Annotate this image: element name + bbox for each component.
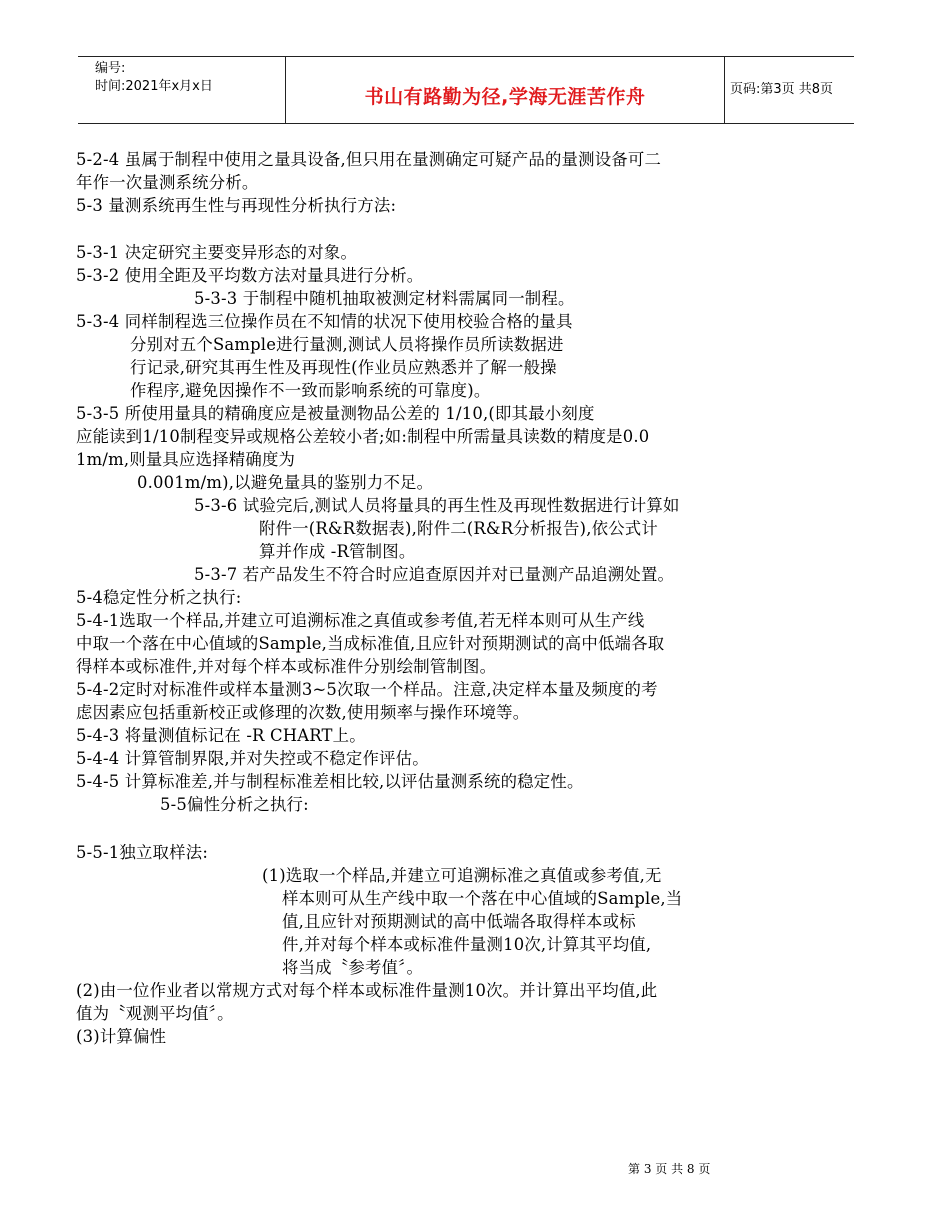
header-left-cell xyxy=(78,57,284,123)
text-line: 算并作成 -R管制图。 xyxy=(259,542,416,561)
text-line: 5-3-5 所使用量具的精确度应是被量测物品公差的 1/10,(即其最小刻度 xyxy=(76,404,595,423)
header-page-cell xyxy=(724,57,854,123)
text-line: 年作一次量测系统分析。 xyxy=(76,173,259,192)
text-line: 5-3 量测系统再生性与再现性分析执行方法: xyxy=(76,196,397,215)
page-info: 页码:第3页 共8页 xyxy=(730,82,834,97)
text-line: 5-4-1选取一个样品,并建立可追溯标准之真值或参考值,若无样本则可从生产线 xyxy=(76,611,645,630)
text-line: 得样本或标准件,并对每个样本或标准件分别绘制管制图。 xyxy=(76,657,497,676)
text-line: 应能读到1/10制程变异或规格公差较小者;如:制程中所需量具读数的精度是0.0 xyxy=(76,427,650,446)
text-line: 5-4-2定时对标准件或样本量测3~5次取一个样品。注意,决定样本量及频度的考 xyxy=(76,680,658,699)
header-motto-cell xyxy=(285,57,725,123)
page-footer: 第 3 页 共 8 页 xyxy=(628,1162,711,1176)
text-line: 值,且应针对预期测试的高中低端各取得样本或标 xyxy=(282,912,636,931)
text-line: 5-5-1独立取样法: xyxy=(76,843,209,862)
text-line: 5-3-1 决定研究主要变异形态的对象。 xyxy=(76,243,358,262)
text-line: 5-3-7 若产品发生不符合时应追查原因并对已量测产品追溯处置。 xyxy=(194,565,675,584)
text-line: 附件一(R&R数据表),附件二(R&R分析报告),依公式计 xyxy=(259,519,658,538)
text-line: 5-5偏性分析之执行: xyxy=(160,795,309,814)
text-line: 中取一个落在中心值域的Sample,当成标准值,且应针对预期测试的高中低端各取 xyxy=(76,634,665,653)
text-line: (3)计算偏性 xyxy=(76,1027,167,1046)
text-line: 分别对五个Sample进行量测,测试人员将操作员所读数据进 xyxy=(130,335,564,354)
motto-text: 书山有路勤为径,学海无涯苦作舟 xyxy=(364,85,646,108)
text-line: 样本则可从生产线中取一个落在中心值域的Sample,当 xyxy=(282,889,683,908)
text-line: (2)由一位作业者以常规方式对每个样本或标准件量测10次。并计算出平均值,此 xyxy=(76,981,658,1000)
text-line: 虑因素应包括重新校正或修理的次数,使用频率与操作环境等。 xyxy=(76,703,530,722)
text-line: 1m/m,则量具应选择精确度为 xyxy=(76,450,296,469)
text-line: 5-2-4 虽属于制程中使用之量具设备,但只用在量测确定可疑产品的量测设备可二 xyxy=(76,150,662,169)
text-line: 5-3-6 试验完后,测试人员将量具的再生性及再现性数据进行计算如 xyxy=(194,496,680,515)
text-line: 5-3-3 于制程中随机抽取被测定材料需属同一制程。 xyxy=(194,289,575,308)
text-line: (1)选取一个样品,并建立可追溯标准之真值或参考值,无 xyxy=(262,866,662,885)
page-header xyxy=(78,56,854,124)
text-line: 5-4-4 计算管制界限,并对失控或不稳定作评估。 xyxy=(76,749,429,768)
text-line: 5-4稳定性分析之执行: xyxy=(76,588,242,607)
text-line: 5-4-3 将量测值标记在 -R CHART上。 xyxy=(76,726,366,745)
text-line: 值为〝观测平均值〞。 xyxy=(76,1004,234,1023)
text-line: 5-4-5 计算标准差,并与制程标准差相比较,以评估量测系统的稳定性。 xyxy=(76,772,584,791)
text-line: 件,并对每个样本或标准件量测10次,计算其平均值, xyxy=(282,935,652,954)
text-line: 行记录,研究其再生性及再现性(作业员应熟悉并了解一般操 xyxy=(130,358,557,377)
text-line: 作程序,避免因操作不一致而影响系统的可靠度)。 xyxy=(130,381,491,400)
text-line: 将当成〝参考值〞。 xyxy=(282,958,424,977)
text-line: 5-3-4 同样制程选三位操作员在不知情的状况下使用校验合格的量具 xyxy=(76,312,573,331)
text-line: 5-3-2 使用全距及平均数方法对量具进行分析。 xyxy=(76,266,424,285)
number-label: 编号: xyxy=(95,61,126,76)
date-label: 时间:2021年x月x日 xyxy=(95,79,213,94)
text-line: 0.001m/m),以避免量具的鉴别力不足。 xyxy=(137,473,434,492)
